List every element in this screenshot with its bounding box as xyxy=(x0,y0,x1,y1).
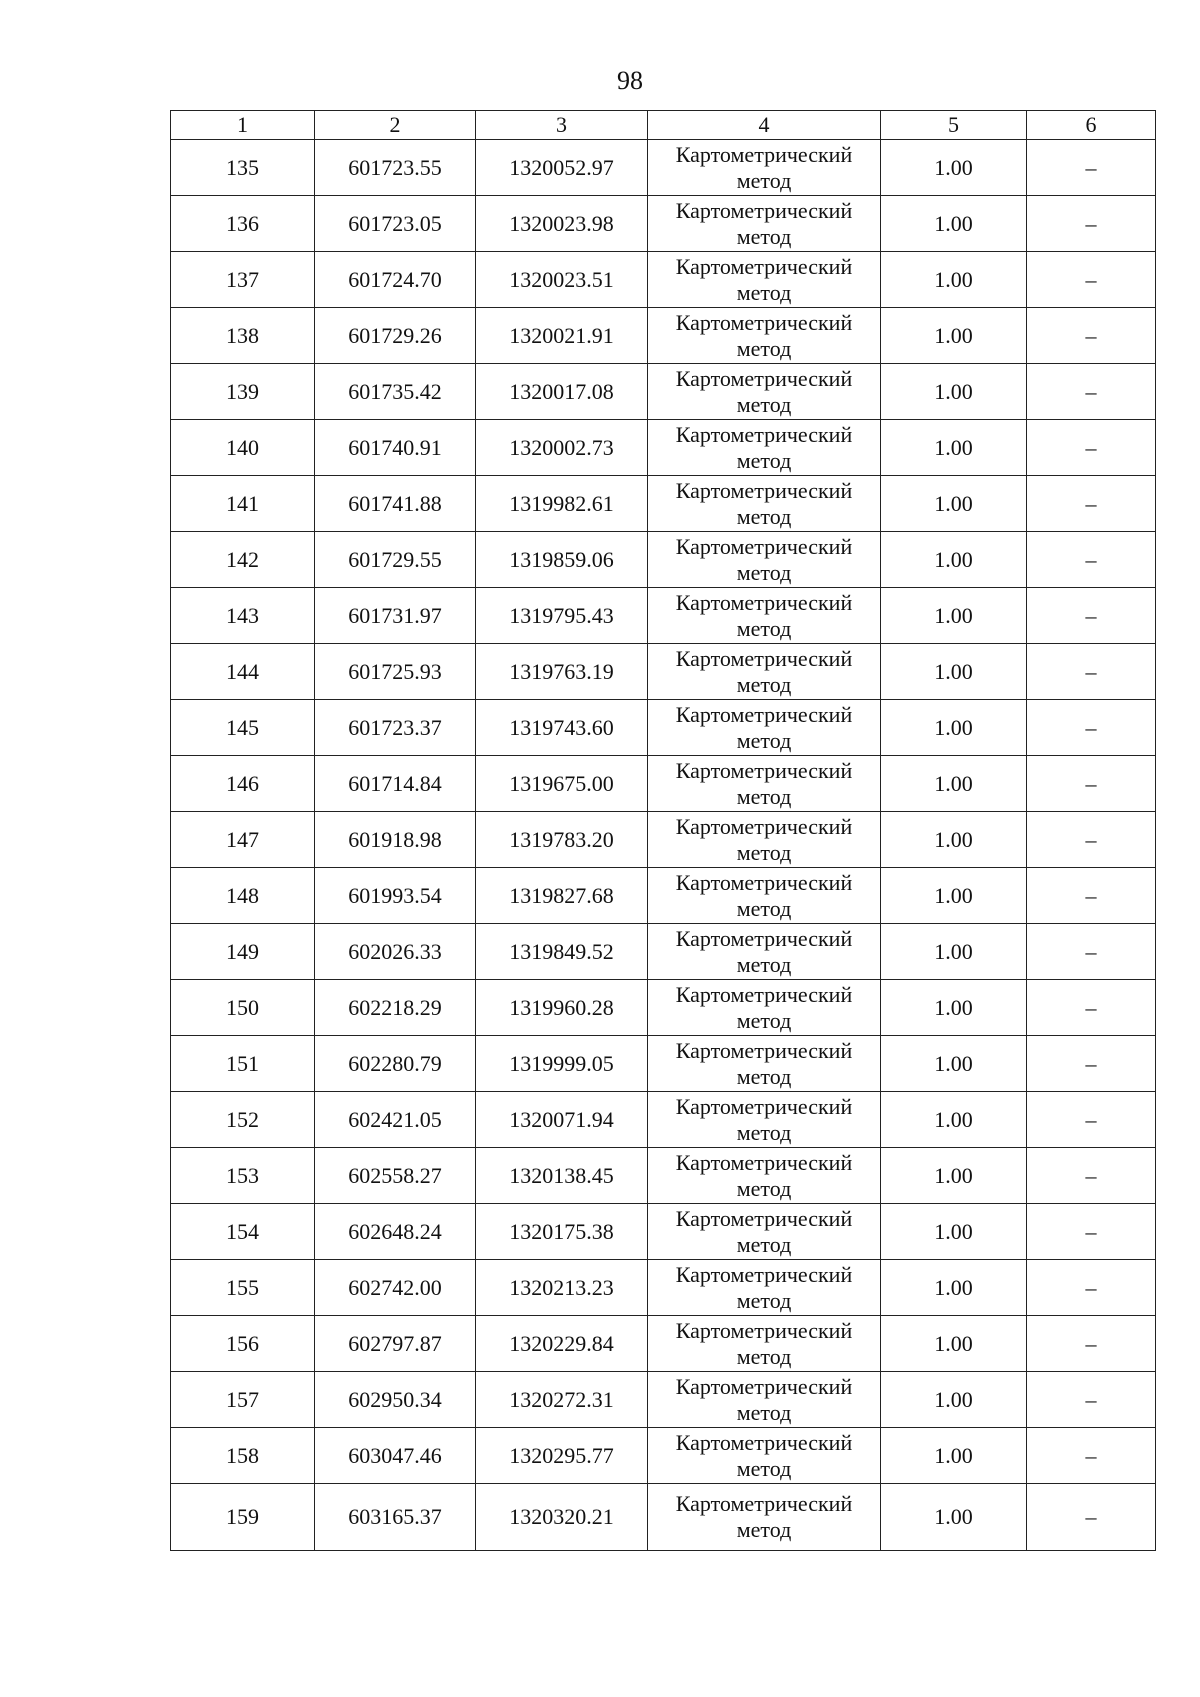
accuracy-cell: 1.00 xyxy=(881,1316,1027,1372)
x-coordinate-cell: 601724.70 xyxy=(315,252,476,308)
table-row xyxy=(171,420,1156,476)
accuracy-cell: 1.00 xyxy=(881,644,1027,700)
point-number-cell: 158 xyxy=(171,1428,315,1484)
accuracy-cell: 1.00 xyxy=(881,980,1027,1036)
x-coordinate-cell: 601729.55 xyxy=(315,532,476,588)
point-number-cell: 145 xyxy=(171,700,315,756)
method-cell: Картометрический метод xyxy=(648,756,881,812)
accuracy-cell: 1.00 xyxy=(881,868,1027,924)
table-row xyxy=(171,924,1156,980)
table-row xyxy=(171,1092,1156,1148)
method-cell: Картометрический метод xyxy=(648,1148,881,1204)
y-coordinate-cell: 1320052.97 xyxy=(476,140,648,196)
y-coordinate-cell: 1319960.28 xyxy=(476,980,648,1036)
table-row xyxy=(171,1316,1156,1372)
note-cell: – xyxy=(1027,700,1156,756)
point-number-cell: 154 xyxy=(171,1204,315,1260)
method-cell: Картометрический метод xyxy=(648,644,881,700)
table-row xyxy=(171,1036,1156,1092)
y-coordinate-cell: 1320138.45 xyxy=(476,1148,648,1204)
accuracy-cell: 1.00 xyxy=(881,1260,1027,1316)
table-row xyxy=(171,532,1156,588)
y-coordinate-cell: 1320017.08 xyxy=(476,364,648,420)
header-cell-2: 2 xyxy=(315,111,476,140)
table-row xyxy=(171,756,1156,812)
note-cell: – xyxy=(1027,1148,1156,1204)
y-coordinate-cell: 1319982.61 xyxy=(476,476,648,532)
point-number-cell: 155 xyxy=(171,1260,315,1316)
y-coordinate-cell: 1319859.06 xyxy=(476,532,648,588)
point-number-cell: 144 xyxy=(171,644,315,700)
note-cell: – xyxy=(1027,980,1156,1036)
y-coordinate-cell: 1319675.00 xyxy=(476,756,648,812)
method-cell: Картометрический метод xyxy=(648,476,881,532)
header-cell-6: 6 xyxy=(1027,111,1156,140)
accuracy-cell: 1.00 xyxy=(881,196,1027,252)
table-row xyxy=(171,364,1156,420)
x-coordinate-cell: 601723.37 xyxy=(315,700,476,756)
method-cell: Картометрический метод xyxy=(648,1204,881,1260)
y-coordinate-cell: 1319827.68 xyxy=(476,868,648,924)
method-cell: Картометрический метод xyxy=(648,1036,881,1092)
x-coordinate-cell: 602218.29 xyxy=(315,980,476,1036)
note-cell: – xyxy=(1027,1260,1156,1316)
method-cell: Картометрический метод xyxy=(648,980,881,1036)
table-row xyxy=(171,868,1156,924)
table-row xyxy=(171,1484,1156,1551)
point-number-cell: 159 xyxy=(171,1484,315,1551)
point-number-cell: 138 xyxy=(171,308,315,364)
x-coordinate-cell: 601740.91 xyxy=(315,420,476,476)
header-cell-4: 4 xyxy=(648,111,881,140)
y-coordinate-cell: 1320295.77 xyxy=(476,1428,648,1484)
table-row xyxy=(171,140,1156,196)
y-coordinate-cell: 1320071.94 xyxy=(476,1092,648,1148)
table-row xyxy=(171,476,1156,532)
point-number-cell: 149 xyxy=(171,924,315,980)
method-cell: Картометрический метод xyxy=(648,812,881,868)
table-row xyxy=(171,196,1156,252)
point-number-cell: 157 xyxy=(171,1372,315,1428)
note-cell: – xyxy=(1027,476,1156,532)
method-cell: Картометрический метод xyxy=(648,1372,881,1428)
point-number-cell: 139 xyxy=(171,364,315,420)
note-cell: – xyxy=(1027,644,1156,700)
y-coordinate-cell: 1320213.23 xyxy=(476,1260,648,1316)
accuracy-cell: 1.00 xyxy=(881,140,1027,196)
note-cell: – xyxy=(1027,868,1156,924)
method-cell: Картометрический метод xyxy=(648,1260,881,1316)
y-coordinate-cell: 1319795.43 xyxy=(476,588,648,644)
note-cell: – xyxy=(1027,756,1156,812)
x-coordinate-cell: 603165.37 xyxy=(315,1484,476,1551)
accuracy-cell: 1.00 xyxy=(881,1092,1027,1148)
x-coordinate-cell: 602742.00 xyxy=(315,1260,476,1316)
accuracy-cell: 1.00 xyxy=(881,1372,1027,1428)
accuracy-cell: 1.00 xyxy=(881,476,1027,532)
point-number-cell: 136 xyxy=(171,196,315,252)
point-number-cell: 135 xyxy=(171,140,315,196)
accuracy-cell: 1.00 xyxy=(881,1428,1027,1484)
method-cell: Картометрический метод xyxy=(648,1428,881,1484)
note-cell: – xyxy=(1027,588,1156,644)
x-coordinate-cell: 601725.93 xyxy=(315,644,476,700)
note-cell: – xyxy=(1027,364,1156,420)
accuracy-cell: 1.00 xyxy=(881,252,1027,308)
note-cell: – xyxy=(1027,1372,1156,1428)
point-number-cell: 150 xyxy=(171,980,315,1036)
point-number-cell: 156 xyxy=(171,1316,315,1372)
method-cell: Картометрический метод xyxy=(648,1316,881,1372)
y-coordinate-cell: 1320175.38 xyxy=(476,1204,648,1260)
y-coordinate-cell: 1320272.31 xyxy=(476,1372,648,1428)
x-coordinate-cell: 603047.46 xyxy=(315,1428,476,1484)
y-coordinate-cell: 1319999.05 xyxy=(476,1036,648,1092)
x-coordinate-cell: 601993.54 xyxy=(315,868,476,924)
table-row xyxy=(171,980,1156,1036)
method-cell: Картометрический метод xyxy=(648,364,881,420)
point-number-cell: 140 xyxy=(171,420,315,476)
x-coordinate-cell: 602280.79 xyxy=(315,1036,476,1092)
accuracy-cell: 1.00 xyxy=(881,532,1027,588)
table-row xyxy=(171,700,1156,756)
point-number-cell: 143 xyxy=(171,588,315,644)
accuracy-cell: 1.00 xyxy=(881,588,1027,644)
header-row xyxy=(171,111,1156,140)
point-number-cell: 152 xyxy=(171,1092,315,1148)
method-cell: Картометрический метод xyxy=(648,140,881,196)
method-cell: Картометрический метод xyxy=(648,308,881,364)
x-coordinate-cell: 602797.87 xyxy=(315,1316,476,1372)
note-cell: – xyxy=(1027,252,1156,308)
x-coordinate-cell: 602950.34 xyxy=(315,1372,476,1428)
y-coordinate-cell: 1319849.52 xyxy=(476,924,648,980)
header-cell-5: 5 xyxy=(881,111,1027,140)
table-row xyxy=(171,644,1156,700)
point-number-cell: 147 xyxy=(171,812,315,868)
note-cell: – xyxy=(1027,1036,1156,1092)
method-cell: Картометрический метод xyxy=(648,420,881,476)
x-coordinate-cell: 601731.97 xyxy=(315,588,476,644)
note-cell: – xyxy=(1027,1484,1156,1551)
method-cell: Картометрический метод xyxy=(648,1092,881,1148)
note-cell: – xyxy=(1027,924,1156,980)
point-number-cell: 146 xyxy=(171,756,315,812)
point-number-cell: 153 xyxy=(171,1148,315,1204)
method-cell: Картометрический метод xyxy=(648,700,881,756)
note-cell: – xyxy=(1027,1428,1156,1484)
point-number-cell: 151 xyxy=(171,1036,315,1092)
y-coordinate-cell: 1320229.84 xyxy=(476,1316,648,1372)
y-coordinate-cell: 1320002.73 xyxy=(476,420,648,476)
table-body xyxy=(171,140,1156,1551)
table-header xyxy=(171,111,1156,140)
note-cell: – xyxy=(1027,308,1156,364)
table-row xyxy=(171,812,1156,868)
y-coordinate-cell: 1319743.60 xyxy=(476,700,648,756)
point-number-cell: 141 xyxy=(171,476,315,532)
accuracy-cell: 1.00 xyxy=(881,700,1027,756)
accuracy-cell: 1.00 xyxy=(881,420,1027,476)
y-coordinate-cell: 1319763.19 xyxy=(476,644,648,700)
accuracy-cell: 1.00 xyxy=(881,924,1027,980)
table-row xyxy=(171,1372,1156,1428)
header-cell-1: 1 xyxy=(171,111,315,140)
x-coordinate-cell: 601918.98 xyxy=(315,812,476,868)
method-cell: Картометрический метод xyxy=(648,924,881,980)
table-row xyxy=(171,1148,1156,1204)
x-coordinate-cell: 602026.33 xyxy=(315,924,476,980)
accuracy-cell: 1.00 xyxy=(881,1036,1027,1092)
accuracy-cell: 1.00 xyxy=(881,756,1027,812)
note-cell: – xyxy=(1027,812,1156,868)
table-row xyxy=(171,1260,1156,1316)
y-coordinate-cell: 1320023.51 xyxy=(476,252,648,308)
method-cell: Картометрический метод xyxy=(648,1484,881,1551)
point-number-cell: 148 xyxy=(171,868,315,924)
note-cell: – xyxy=(1027,532,1156,588)
y-coordinate-cell: 1320021.91 xyxy=(476,308,648,364)
method-cell: Картометрический метод xyxy=(648,532,881,588)
header-cell-3: 3 xyxy=(476,111,648,140)
x-coordinate-cell: 601723.05 xyxy=(315,196,476,252)
method-cell: Картометрический метод xyxy=(648,196,881,252)
accuracy-cell: 1.00 xyxy=(881,1204,1027,1260)
point-number-cell: 142 xyxy=(171,532,315,588)
accuracy-cell: 1.00 xyxy=(881,812,1027,868)
y-coordinate-cell: 1319783.20 xyxy=(476,812,648,868)
note-cell: – xyxy=(1027,1316,1156,1372)
x-coordinate-cell: 601735.42 xyxy=(315,364,476,420)
accuracy-cell: 1.00 xyxy=(881,1148,1027,1204)
table-row xyxy=(171,588,1156,644)
accuracy-cell: 1.00 xyxy=(881,308,1027,364)
accuracy-cell: 1.00 xyxy=(881,1484,1027,1551)
y-coordinate-cell: 1320023.98 xyxy=(476,196,648,252)
table-row xyxy=(171,308,1156,364)
coordinates-table xyxy=(170,110,1156,1551)
method-cell: Картометрический метод xyxy=(648,868,881,924)
x-coordinate-cell: 602421.05 xyxy=(315,1092,476,1148)
note-cell: – xyxy=(1027,1092,1156,1148)
x-coordinate-cell: 601729.26 xyxy=(315,308,476,364)
point-number-cell: 137 xyxy=(171,252,315,308)
x-coordinate-cell: 601714.84 xyxy=(315,756,476,812)
page-number: 98 xyxy=(617,66,643,95)
x-coordinate-cell: 601723.55 xyxy=(315,140,476,196)
y-coordinate-cell: 1320320.21 xyxy=(476,1484,648,1551)
x-coordinate-cell: 601741.88 xyxy=(315,476,476,532)
note-cell: – xyxy=(1027,140,1156,196)
x-coordinate-cell: 602648.24 xyxy=(315,1204,476,1260)
x-coordinate-cell: 602558.27 xyxy=(315,1148,476,1204)
note-cell: – xyxy=(1027,196,1156,252)
table-row xyxy=(171,1204,1156,1260)
note-cell: – xyxy=(1027,420,1156,476)
method-cell: Картометрический метод xyxy=(648,588,881,644)
accuracy-cell: 1.00 xyxy=(881,364,1027,420)
table-row xyxy=(171,252,1156,308)
method-cell: Картометрический метод xyxy=(648,252,881,308)
table-row xyxy=(171,1428,1156,1484)
note-cell: – xyxy=(1027,1204,1156,1260)
